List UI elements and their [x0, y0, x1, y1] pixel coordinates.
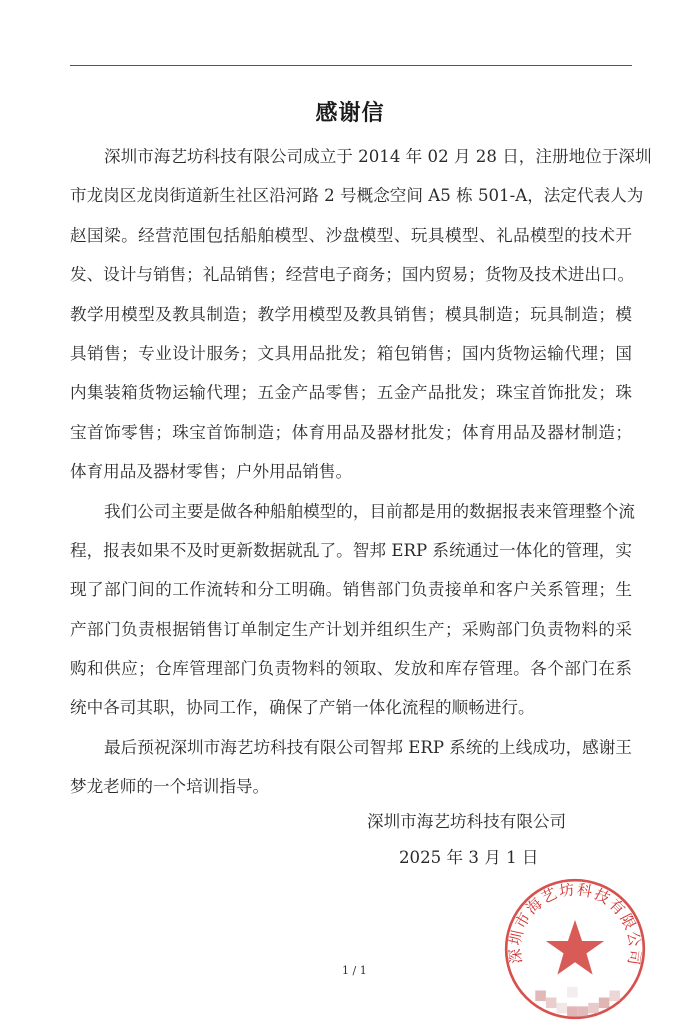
- text-line: 内集装箱货物运输代理；五金产品零售；五金产品批发；珠宝首饰批发；珠: [70, 383, 632, 403]
- seal-text: 深圳市海艺坊科技有限公司: [505, 880, 645, 968]
- text-line: 市龙岗区龙岗街道新生社区沿河路 2 号概念空间 A5 栋 501-A，法定代表人为: [70, 186, 644, 206]
- text-line: 教学用模型及教具制造；教学用模型及教具销售；模具制造；玩具制造；模: [70, 304, 632, 324]
- text-line: 赵国梁。经营范围包括船舶模型、沙盘模型、玩具模型、礼品模型的技术开: [70, 225, 632, 245]
- text-line: 深圳市海艺坊科技有限公司成立于 2014 年 02 月 28 日，注册地位于深圳: [104, 147, 652, 166]
- paragraph-1: [70, 140, 652, 495]
- paragraph-3: [70, 731, 632, 810]
- text-line: 梦龙老师的一个培训指导。: [70, 777, 270, 797]
- text-line: 购和供应；仓库管理部门负责物料的领取、发放和库存管理。各个部门在系: [70, 659, 632, 679]
- text-line: 程，报表如果不及时更新数据就乱了。智邦 ERP 系统通过一体化的管理，实: [70, 540, 632, 560]
- header-rule: [70, 65, 632, 66]
- text-line: 我们公司主要是做各种船舶模型的，目前都是用的数据报表来管理整个流: [104, 501, 635, 521]
- text-line: 最后预祝深圳市海艺坊科技有限公司智邦 ERP 系统的上线成功，感谢王: [104, 737, 632, 757]
- text-line: 产部门负责根据销售订单制定生产计划并组织生产；采购部门负责物料的采: [70, 619, 632, 639]
- paragraph-2: [70, 495, 635, 731]
- page-number: 1 / 1: [342, 964, 367, 977]
- letter-title: 感谢信: [315, 101, 385, 126]
- signature-company: 深圳市海艺坊科技有限公司: [367, 812, 567, 831]
- signature-date: 2025 年 3 月 1 日: [399, 848, 539, 867]
- seal-star-icon: [546, 920, 604, 975]
- letter-body: [70, 140, 652, 810]
- text-line: 体育用品及器材零售；户外用品销售。: [70, 462, 353, 482]
- text-line: 具销售；专业设计服务；文具用品批发；箱包销售；国内货物运输代理；国: [70, 343, 632, 363]
- text-line: 宝首饰零售；珠宝首饰制造；体育用品及器材批发；体育用品及器材制造；: [70, 422, 632, 442]
- text-line: 统中各司其职，协同工作，确保了产销一体化流程的顺畅进行。: [70, 698, 535, 718]
- text-line: 现了部门间的工作流转和分工明确。销售部门负责接单和客户关系管理；生: [70, 580, 632, 600]
- text-line: 发、设计与销售；礼品销售；经营电子商务；国内贸易；货物及技术进出口。: [70, 265, 635, 285]
- company-seal: [500, 874, 650, 1024]
